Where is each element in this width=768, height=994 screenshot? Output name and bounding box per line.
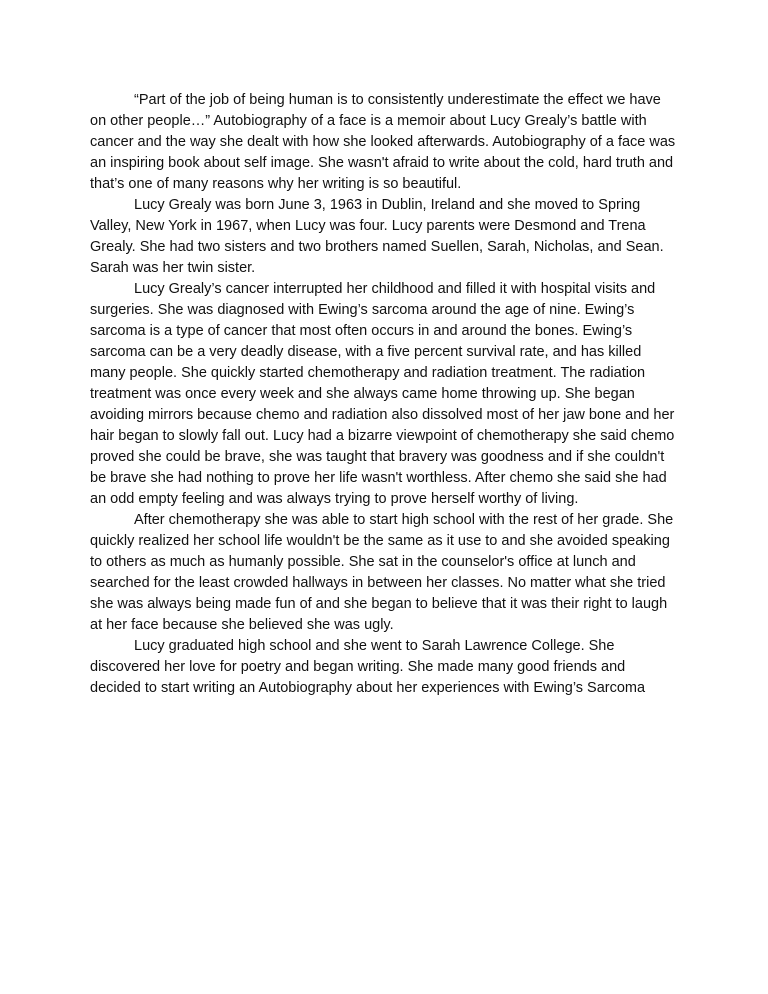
document-body [90,90,680,699]
paragraph-college: Lucy graduated high school and she went to Sarah Lawrence College. She discovered her love for poetry and began writing. She made many good friends and decided to start writing an Autobiography about her experiences with Ewing’s Sarcoma [90,638,646,696]
paragraph-intro: “Part of the job of being human is to consistently underestimate the effect we have on other people…” Autobiography of a face is a memoir about Lucy Grealy’s battle with cancer and the way she dealt with how she looked afterwards. Autobiography of a face was an inspiring book about self image. She wasn't afraid to write about the cold, hard truth and that’s one of many reasons why her writing is so beautiful. [90,92,676,192]
paragraph-cancer: Lucy Grealy’s cancer interrupted her childhood and filled it with hospital visits and surgeries. She was diagnosed with Ewing’s sarcoma around the age of nine. Ewing’s sarcoma is a type of cancer that most often occurs in and around the bones. Ewing’s sarcoma can be a very deadly disease, with a five percent survival rate, and has killed many people. She quickly started chemotherapy and radiation treatment. The radiation treatment was once every week and she always came home throwing up. She began avoiding mirrors because chemo and radiation also dissolved most of her jaw bone and her hair began to slowly fall out. Lucy had a bizarre viewpoint of chemotherapy she said chemo proved she could be brave, she was taught that bravery was goodness and if she couldn't be brave she had nothing to prove her life wasn't worthless. After chemo she said she had an odd empty feeling and was always trying to prove herself worthy of living. [90,281,675,507]
paragraph-early-life: Lucy Grealy was born June 3, 1963 in Dublin, Ireland and she moved to Spring Valley, New York in 1967, when Lucy was four. Lucy parents were Desmond and Trena Grealy. She had two sisters and two brothers named Suellen, Sarah, Nicholas, and Sean. Sarah was her twin sister. [90,197,664,276]
paragraph-high-school: After chemotherapy she was able to start high school with the rest of her grade. She quickly realized her school life wouldn't be the same as it use to and she avoided speaking to others as much as humanly possible. She sat in the counselor's office at lunch and searched for the least crowded hallways in between her classes. No matter what she tried she was always being made fun of and she began to believe that it was their right to laugh at her face because she believed she was ugly. [90,512,674,633]
